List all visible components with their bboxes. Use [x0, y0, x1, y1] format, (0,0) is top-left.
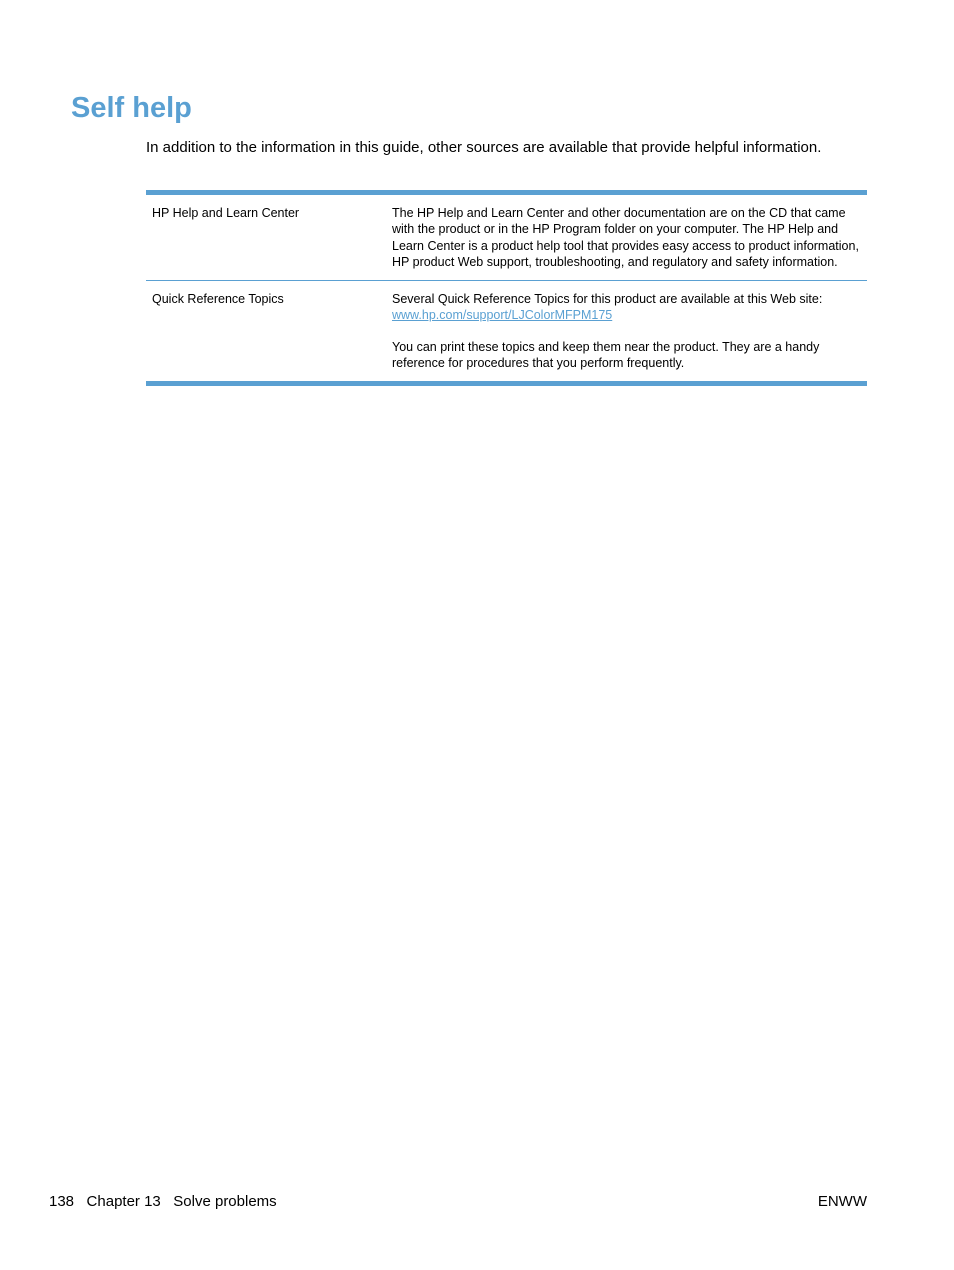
footer-right-label: ENWW — [817, 1193, 867, 1210]
table-row — [146, 280, 867, 381]
chapter-label: Chapter 13 — [86, 1193, 161, 1210]
description-text: The HP Help and Learn Center and other documentation are on the CD that came with the product or in the HP Program folder on your computer. The HP Help and Learn Center is a product help tool that provides easy access to product information, HP product Web support, troubleshooting, and regulatory and safety information. — [392, 206, 859, 269]
page-number: 138 — [49, 1193, 75, 1210]
row-description — [386, 281, 867, 381]
description-text-lead: Several Quick Reference Topics for this product are available at this Web site: — [392, 292, 823, 307]
intro-paragraph: In addition to the information in this guide, other sources are available that provide helpful information. — [146, 139, 822, 156]
row-description — [386, 195, 867, 280]
chapter-title: Solve problems — [173, 1193, 277, 1210]
row-label: HP Help and Learn Center — [152, 206, 300, 220]
footer-left — [49, 1192, 277, 1211]
page-title: Self help — [71, 92, 192, 124]
self-help-table — [146, 190, 867, 386]
description-text — [392, 291, 861, 324]
table-row — [146, 195, 867, 280]
row-label: Quick Reference Topics — [152, 292, 284, 307]
description-text-followup: You can print these topics and keep them near the product. They are a handy reference for procedures that you perform frequently. — [392, 339, 820, 371]
support-website-link[interactable]: www.hp.com/support/LJColorMFPM175 — [392, 308, 613, 323]
